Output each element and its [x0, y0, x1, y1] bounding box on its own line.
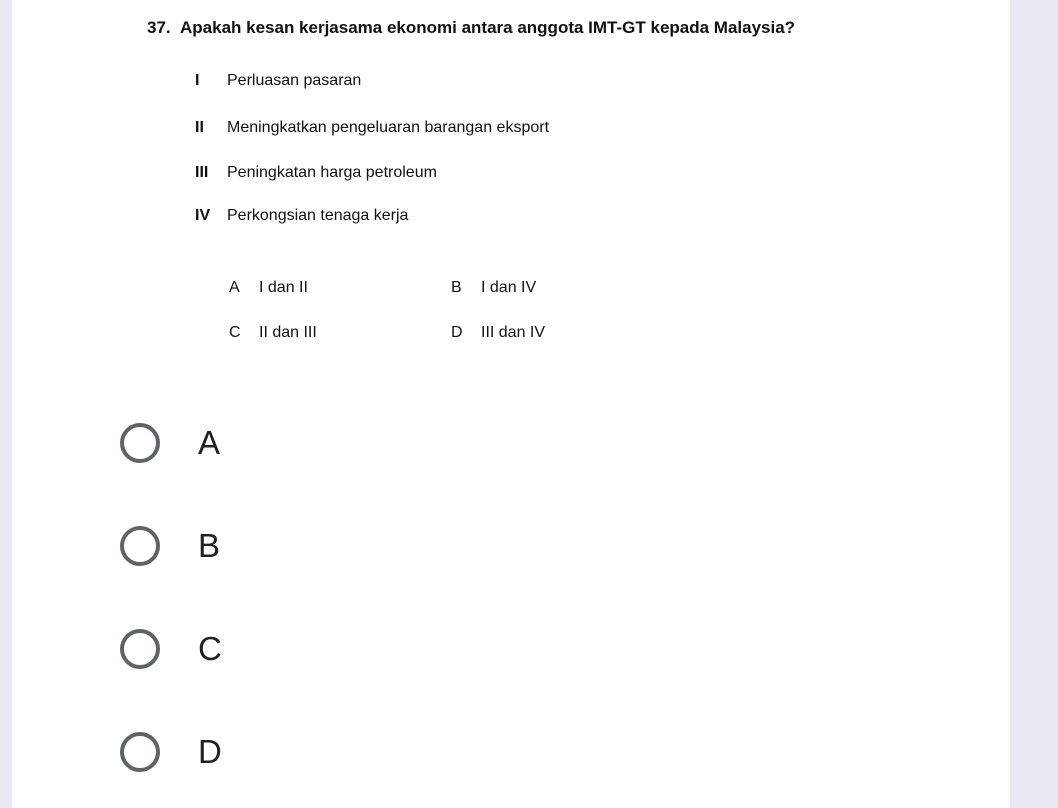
choice-c	[229, 324, 317, 342]
choice-b	[451, 279, 536, 297]
choice-letter: C	[229, 324, 241, 341]
statement-3	[195, 164, 437, 182]
statement-numeral: II	[195, 119, 204, 136]
statement-text: Perkongsian tenaga kerja	[227, 207, 409, 224]
question-number: 37.	[147, 18, 171, 37]
radio-button[interactable]	[120, 629, 160, 669]
statement-text: Perluasan pasaran	[227, 72, 362, 89]
statement-text: Peningkatan harga petroleum	[227, 164, 437, 181]
choice-letter: A	[229, 279, 240, 296]
choice-d	[451, 324, 545, 342]
statement-numeral: III	[195, 164, 209, 181]
option-label[interactable]: A	[198, 424, 221, 461]
option-c[interactable]	[120, 624, 420, 674]
radio-button[interactable]	[120, 732, 160, 772]
choice-text: I dan II	[259, 279, 308, 296]
question-image	[107, 0, 907, 395]
choice-text: III dan IV	[481, 324, 546, 341]
option-label[interactable]: C	[198, 630, 222, 667]
statement-1	[195, 72, 361, 90]
statement-2	[195, 119, 549, 137]
radio-button[interactable]	[120, 423, 160, 463]
option-label[interactable]: B	[198, 527, 221, 564]
option-label[interactable]: D	[198, 733, 222, 770]
question-text: Apakah kesan kerjasama ekonomi antara anggota IMT-GT kepada Malaysia?	[180, 18, 796, 37]
statement-4	[195, 207, 408, 225]
option-d[interactable]	[120, 727, 420, 777]
choice-letter: B	[451, 279, 462, 296]
statement-text: Meningkatkan pengeluaran barangan eksport	[227, 119, 550, 136]
option-a[interactable]	[120, 418, 420, 468]
choice-letter: D	[451, 324, 463, 341]
choice-text: I dan IV	[481, 279, 537, 296]
radio-button[interactable]	[120, 526, 160, 566]
statement-numeral: IV	[195, 207, 211, 224]
option-b[interactable]	[120, 521, 420, 571]
statement-numeral: I	[195, 72, 200, 89]
choice-text: II dan III	[259, 324, 317, 341]
question-card	[12, 0, 1010, 808]
choice-a	[229, 279, 308, 297]
